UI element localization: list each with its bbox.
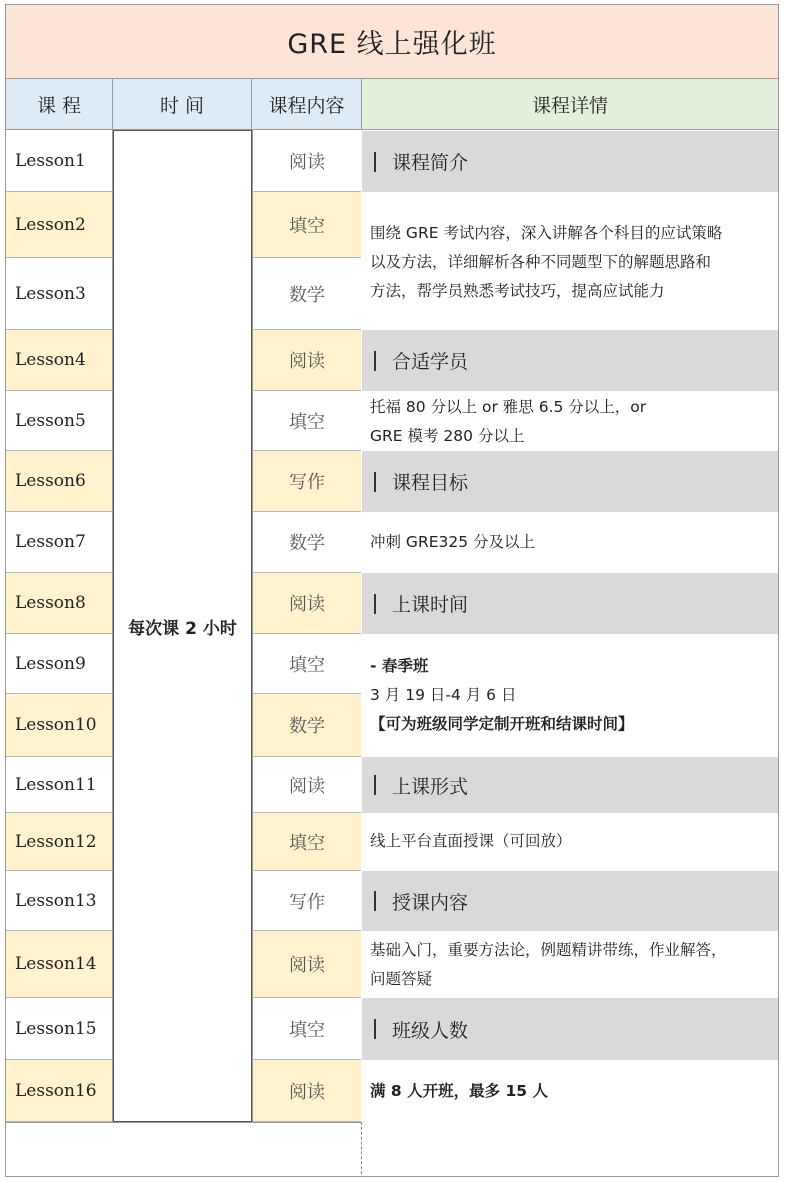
section-bar [374,152,376,172]
content-cell: 阅读 [252,130,361,192]
content-cell: 数学 [252,512,361,573]
section-title: 合适学员 [392,351,469,373]
lesson-cell: Lesson10 [6,694,113,757]
lesson-cell: Lesson9 [6,634,113,694]
lesson-cell: Lesson4 [6,330,113,391]
intro-line: 以及方法，详细解析各种不同题型下的解题思路和 [370,253,712,271]
dashed-divider [361,1122,362,1174]
section-bar [374,775,376,795]
schedule-term: - 春季班 [370,657,429,675]
lesson-cell: Lesson8 [6,573,113,634]
content-cell: 阅读 [252,330,361,391]
header-time: 时 间 [113,79,252,130]
header-course: 课 程 [6,79,113,130]
audience-text [370,393,774,451]
lesson-cell: Lesson3 [6,258,113,330]
schedule-note: 【可为班级同学定制开班和结课时间】 [370,715,634,733]
content-cell: 数学 [252,694,361,757]
section-bar [374,472,376,492]
teaching-text [370,936,774,994]
format-line: 线上平台直面授课（可回放） [370,832,572,850]
lesson-cell: Lesson1 [6,130,113,192]
format-text [370,827,774,856]
section-bar [374,1019,376,1039]
class-size-text [370,1077,774,1106]
lesson-cell: Lesson14 [6,931,113,998]
lesson-cell: Lesson5 [6,391,113,451]
section-title: 上课形式 [392,775,469,798]
section-heading-intro [362,131,778,192]
lesson-cell: Lesson16 [6,1060,113,1122]
section-title: 上课时间 [392,594,469,616]
goal-line: 冲刺 GRE325 分及以上 [370,533,536,551]
lesson-cell: Lesson2 [6,192,113,258]
teaching-line: 问题答疑 [370,970,433,988]
content-cell: 阅读 [252,757,361,813]
content-cell: 阅读 [252,1060,361,1122]
class-size-line: 满 8 人开班，最多 15 人 [370,1082,548,1100]
section-heading-format [362,757,778,813]
intro-text [370,219,774,306]
lesson-cell: Lesson13 [6,871,113,931]
section-bar [374,594,376,614]
section-title: 授课内容 [392,891,469,914]
goal-text [370,528,774,557]
audience-line: GRE 模考 280 分以上 [370,427,525,445]
lesson-cell: Lesson7 [6,512,113,573]
schedule-dates: 3 月 19 日-4 月 6 日 [370,686,517,704]
content-cell: 数学 [252,258,361,330]
content-cell: 阅读 [252,573,361,634]
intro-line: 方法，帮学员熟悉考试技巧，提高应试能力 [370,282,665,300]
section-heading-audience [362,330,778,391]
content-cell: 填空 [252,192,361,258]
section-title: 班级人数 [392,1019,469,1042]
section-heading-schedule [362,573,778,634]
page-title: GRE 线上强化班 [6,5,778,79]
content-cell: 写作 [252,871,361,931]
lesson-cell: Lesson12 [6,813,113,871]
section-bar [374,351,376,371]
lesson-cell: Lesson15 [6,998,113,1060]
content-cell: 填空 [252,998,361,1060]
header-details: 课程详情 [362,79,778,130]
section-heading-teaching [362,871,778,931]
audience-line: 托福 80 分以上 or 雅思 6.5 分以上，or [370,398,647,416]
lesson-cell: Lesson6 [6,451,113,512]
content-cell: 写作 [252,451,361,512]
section-bar [374,891,376,911]
teaching-line: 基础入门，重要方法论，例题精讲带练，作业解答， [370,941,727,959]
content-cell: 填空 [252,391,361,451]
content-cell: 填空 [252,634,361,694]
header-content: 课程内容 [252,79,362,130]
table-bottom-border [6,1122,361,1123]
content-cell: 阅读 [252,931,361,998]
time-cell: 每次课 2 小时 [113,130,252,1122]
section-title: 课程简介 [392,152,469,174]
section-heading-class-size [362,998,778,1060]
lesson-cell: Lesson11 [6,757,113,813]
content-cell: 填空 [252,813,361,871]
intro-line: 围绕 GRE 考试内容，深入讲解各个科目的应试策略 [370,224,723,242]
schedule-text [370,652,774,739]
section-title: 课程目标 [392,472,469,494]
section-heading-goal [362,451,778,512]
